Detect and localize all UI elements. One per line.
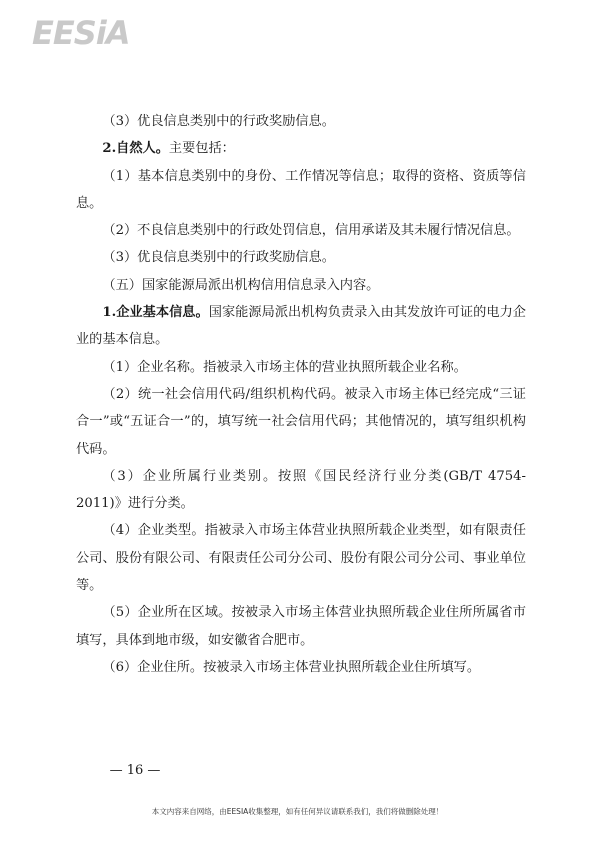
paragraph-text: 国家能源局派出机构负责录入由其发放许可证的电力企业的基本信息。 <box>76 305 526 348</box>
eesia-logo: EESiA <box>32 14 130 52</box>
paragraph: （3）优良信息类别中的行政奖励信息。 <box>102 250 335 266</box>
paragraph: （3）企业所属行业类别。按照《国民经济行业分类(GB/T 4754-2011)》进行分类。 <box>76 468 526 512</box>
document-body <box>76 108 526 681</box>
paragraph: （五）国家能源局派出机构信用信息录入内容。 <box>102 277 380 293</box>
section-heading: 2.自然人。 <box>102 141 169 157</box>
paragraph: （5）企业所在区域。按被录入市场主体营业执照所载企业住所所属省市填写，具体到地市级，如安徽省合肥市。 <box>76 605 526 648</box>
paragraph: （2）不良信息类别中的行政处罚信息，信用承诺及其未履行情况信息。 <box>102 223 520 239</box>
paragraph-text: 主要包括： <box>168 141 235 157</box>
page-number: — 16 — <box>109 763 161 778</box>
section-heading: 1.企业基本信息。 <box>102 305 209 321</box>
paragraph <box>76 135 526 162</box>
footer-note: 本文内容来自网络，由EESIA收集整理，如有任何异议请联系我们，我们将做删除处理！ <box>151 807 444 816</box>
paragraph <box>76 299 526 354</box>
paragraph: （6）企业住所。按被录入市场主体营业执照所载企业住所填写。 <box>102 659 481 675</box>
paragraph: （2）统一社会信用代码/组织机构代码。被录入市场主体已经完成“三证合一”或“五证合一”的，填写统一社会信用代码；其他情况的，填写组织机构代码。 <box>76 386 526 457</box>
paragraph: （1）基本信息类别中的身份、工作情况等信息；取得的资格、资质等信息。 <box>76 168 526 211</box>
paragraph: （4）企业类型。指被录入市场主体营业执照所载企业类型，如有限责任公司、股份有限公司、有限责任公司分公司、股份有限公司分公司、事业单位等。 <box>76 523 526 594</box>
paragraph: （3）优良信息类别中的行政奖励信息。 <box>102 114 335 129</box>
paragraph: （1）企业名称。指被录入市场主体的营业执照所载企业名称。 <box>102 359 467 375</box>
